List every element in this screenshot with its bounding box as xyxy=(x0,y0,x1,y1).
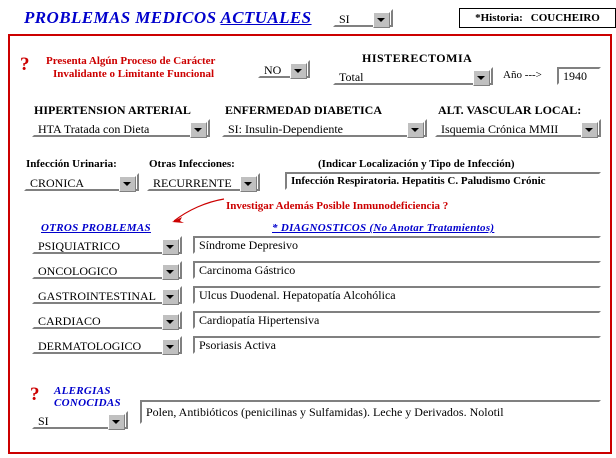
otros-problema-category-3: CARDIACO xyxy=(38,314,101,328)
anio-label: Año ---> xyxy=(503,69,542,81)
warning-question-icon: ? xyxy=(20,54,30,75)
alergias-value: SI xyxy=(38,414,49,428)
chevron-down-icon[interactable] xyxy=(407,122,424,138)
diagnostico-input-3[interactable] xyxy=(193,311,601,329)
otras-infecciones-value: RECURRENTE xyxy=(153,176,232,190)
histerectomia-label: HISTERECTOMIA xyxy=(362,51,473,65)
infeccion-detalle-input[interactable] xyxy=(285,172,601,190)
historia-label: *Historia: xyxy=(475,12,523,24)
chevron-down-icon[interactable] xyxy=(119,176,136,192)
chevron-down-icon[interactable] xyxy=(108,414,125,430)
anio-value: 1940 xyxy=(563,69,587,83)
proceso-label-line2: Invalidante o Limitante Funcional xyxy=(53,68,215,80)
arrow-icon xyxy=(170,196,226,224)
diagnostico-value-1: Carcinoma Gástrico xyxy=(199,263,296,277)
diagnostico-value-4: Psoriasis Activa xyxy=(199,338,276,352)
diabetes-select[interactable] xyxy=(222,119,427,141)
indicar-localizacion-label: (Indicar Localización y Tipo de Infección) xyxy=(318,158,515,170)
chevron-down-icon[interactable] xyxy=(581,122,598,138)
histerectomia-select[interactable] xyxy=(333,67,493,89)
main-frame xyxy=(8,34,612,454)
chevron-down-icon[interactable] xyxy=(190,122,207,138)
otros-problema-select-3[interactable] xyxy=(32,311,182,333)
otros-problema-category-2: GASTROINTESTINAL xyxy=(38,289,156,303)
anio-input[interactable] xyxy=(557,67,601,85)
histerectomia-value: Total xyxy=(339,70,364,84)
chevron-down-icon[interactable] xyxy=(473,70,490,86)
otros-problema-category-4: DERMATOLOGICO xyxy=(38,339,142,353)
chevron-down-icon[interactable] xyxy=(162,339,179,355)
alergias-label-line1: ALERGIAS xyxy=(54,385,111,397)
diagnostico-input-1[interactable] xyxy=(193,261,601,279)
historia-value: COUCHEIRO xyxy=(530,12,600,24)
diabetes-value: SI: Insulin-Dependiente xyxy=(228,122,343,136)
alergias-select[interactable] xyxy=(32,411,128,433)
infeccion-urinaria-select[interactable] xyxy=(24,173,139,195)
diagnostico-input-2[interactable] xyxy=(193,286,601,304)
diabetes-label: ENFERMEDAD DIABETICA xyxy=(225,103,383,117)
diagnostico-value-3: Cardiopatía Hipertensiva xyxy=(199,313,320,327)
chevron-down-icon[interactable] xyxy=(162,264,179,280)
otros-problema-select-0[interactable] xyxy=(32,236,182,258)
chevron-down-icon[interactable] xyxy=(162,289,179,305)
vascular-value: Isquemia Crónica MMII xyxy=(441,122,559,136)
chevron-down-icon[interactable] xyxy=(162,314,179,330)
diagnostico-input-4[interactable] xyxy=(193,336,601,354)
diagnostico-input-0[interactable] xyxy=(193,236,601,254)
diagnostico-value-2: Ulcus Duodenal. Hepatopatía Alcohólica xyxy=(199,288,396,302)
alergias-question-icon: ? xyxy=(30,384,40,405)
inmunodeficiencia-note: Investigar Además Posible Inmunodeficiencia ? xyxy=(226,200,449,212)
otros-problema-select-1[interactable] xyxy=(32,261,182,283)
alergias-detalle-input[interactable] xyxy=(140,400,601,424)
hta-label: HIPERTENSION ARTERIAL xyxy=(34,103,191,117)
hta-select[interactable] xyxy=(32,119,210,141)
infeccion-detalle-value: Infección Respiratoria. Hepatitis C. Paludismo Crónic xyxy=(291,175,546,187)
otras-infecciones-select[interactable] xyxy=(147,173,260,195)
diagnosticos-title: * DIAGNOSTICOS (No Anotar Tratamientos) xyxy=(272,222,495,234)
proceso-label-line1: Presenta Algún Proceso de Carácter xyxy=(46,55,216,67)
otras-infecciones-label: Otras Infecciones: xyxy=(149,158,235,170)
proceso-select[interactable] xyxy=(258,60,310,82)
chevron-down-icon[interactable] xyxy=(162,239,179,255)
otros-problema-select-4[interactable] xyxy=(32,336,182,358)
infeccion-urinaria-label: Infección Urinaria: xyxy=(26,158,117,170)
header-status-select[interactable] xyxy=(333,9,393,31)
chevron-down-icon[interactable] xyxy=(373,12,390,28)
alergias-label-line2: CONOCIDAS xyxy=(54,397,121,409)
otros-problema-category-0: PSIQUIATRICO xyxy=(38,239,121,253)
otros-problema-select-2[interactable] xyxy=(32,286,182,308)
hta-value: HTA Tratada con Dieta xyxy=(38,122,150,136)
header-status-value: SI xyxy=(339,12,350,26)
chevron-down-icon[interactable] xyxy=(240,176,257,192)
alergias-detalle-value: Polen, Antibióticos (penicilinas y Sulfamidas). Leche y Derivados. Nolotil xyxy=(146,405,504,419)
proceso-value: NO xyxy=(264,63,282,77)
otros-problemas-title: OTROS PROBLEMAS xyxy=(41,222,151,234)
vascular-label: ALT. VASCULAR LOCAL: xyxy=(438,103,582,117)
page-title: PROBLEMAS MEDICOS ACTUALES xyxy=(24,8,312,27)
infeccion-urinaria-value: CRONICA xyxy=(30,176,85,190)
historia-box xyxy=(459,8,616,28)
vascular-select[interactable] xyxy=(435,119,601,141)
otros-problema-category-1: ONCOLOGICO xyxy=(38,264,118,278)
chevron-down-icon[interactable] xyxy=(290,63,307,79)
header xyxy=(8,6,608,30)
diagnostico-value-0: Síndrome Depresivo xyxy=(199,238,298,252)
